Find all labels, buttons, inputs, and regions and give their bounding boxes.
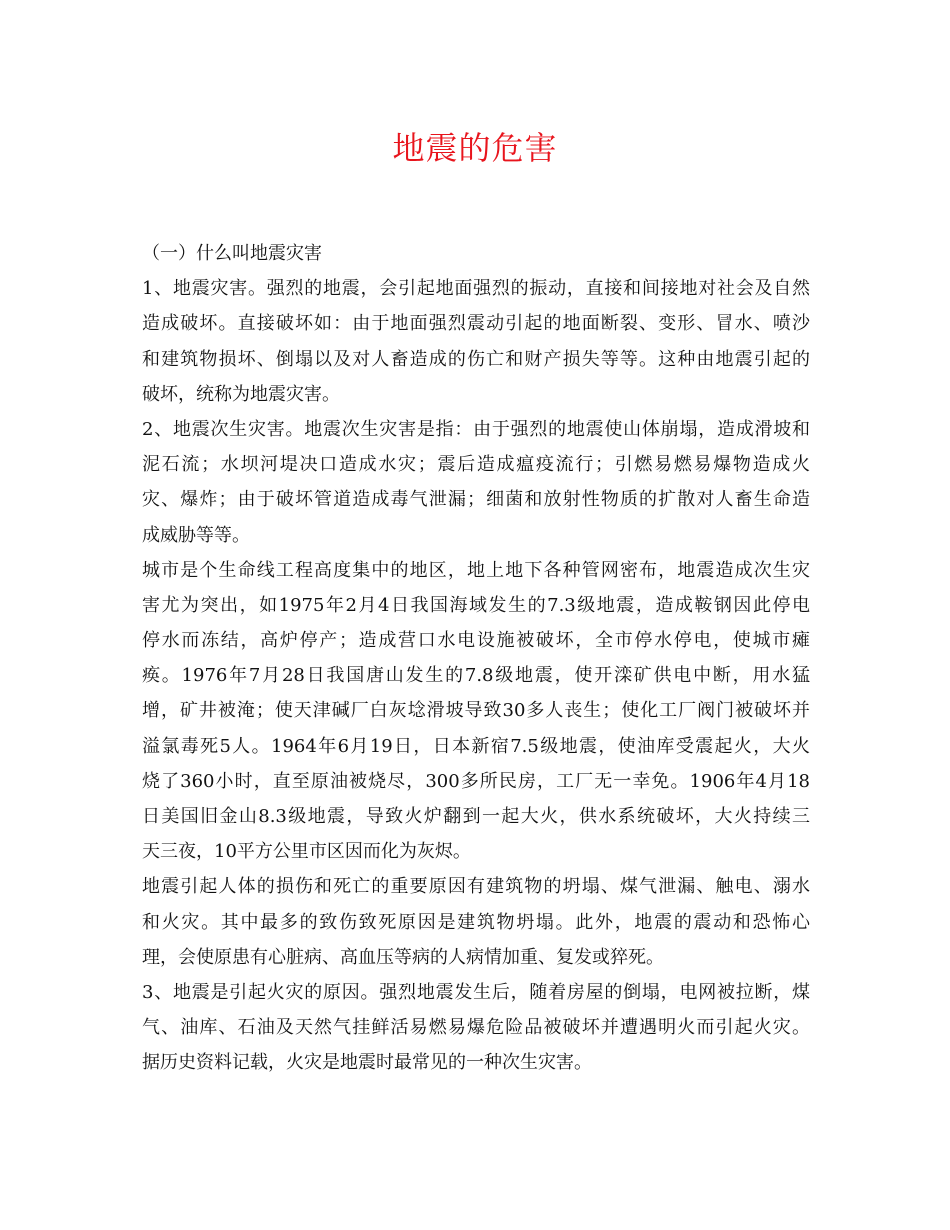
text-line: 破坏，统称为地震灾害。 xyxy=(142,383,340,405)
text-line: 城市是个生命线工程高度集中的地区，地上地下各种管网密布，地震造成次生灾 xyxy=(142,559,810,581)
text-line: 造成破坏。直接破坏如：由于地面强烈震动引起的地面断裂、变形、冒水、喷沙 xyxy=(142,313,810,335)
document-title: 地震的危害 xyxy=(392,129,558,167)
text-line: 增，矿井被淹；使天津碱厂白灰埝滑坡导致30多人丧生；使化工厂阀门被破坏并 xyxy=(142,700,810,722)
text-line: 烧了360小时，直至原油被烧尽，300多所民房，工厂无一幸免。1906年4月18 xyxy=(142,770,810,792)
text-line: 和火灾。其中最多的致伤致死原因是建筑物坍塌。此外，地震的震动和恐怖心 xyxy=(142,911,810,933)
text-line: 日美国旧金山8.3级地震，导致火炉翻到一起大火，供水系统破坏，大火持续三 xyxy=(142,806,810,827)
text-line: 据历史资料记载，火灾是地震时最常见的一种次生灾害。 xyxy=(142,1052,592,1074)
text-line: 溢氯毒死5人。1964年6月19日，日本新宿7.5级地震，使油库受震起火，大火 xyxy=(142,735,810,757)
text-line: 停水而冻结，高炉停产；造成营口水电设施被破坏，全市停水停电，使城市瘫 xyxy=(142,630,810,652)
text-line: 泥石流；水坝河堤决口造成水灾；震后造成瘟疫流行；引燃易燃易爆物造成火 xyxy=(142,454,810,476)
text-line: 理，会使原患有心脏病、高血压等病的人病情加重、复发或猝死。 xyxy=(142,946,664,968)
document-body xyxy=(142,236,810,1081)
text-line: 1、地震灾害。强烈的地震，会引起地面强烈的振动，直接和间接地对社会及自然 xyxy=(142,278,810,300)
text-line: 天三夜，10平方公里市区因而化为灰烬。 xyxy=(142,841,471,863)
text-line: 灾、爆炸；由于破坏管道造成毒气泄漏；细菌和放射性物质的扩散对人畜生命造 xyxy=(142,489,810,511)
text-line: 痪。1976年7月28日我国唐山发生的7.8级地震，使开滦矿供电中断，用水猛 xyxy=(142,665,810,687)
text-line: 气、油库、石油及天然气挂鲜活易燃易爆危险品被破坏并遭遇明火而引起火灾。 xyxy=(142,1017,810,1039)
section-heading: （一）什么叫地震灾害 xyxy=(142,243,322,264)
text-line: 害尤为突出，如1975年2月4日我国海域发生的7.3级地震，造成鞍钢因此停电 xyxy=(142,594,810,616)
text-line: 和建筑物损坏、倒塌以及对人畜造成的伤亡和财产损失等等。这种由地震引起的 xyxy=(142,348,810,370)
text-line: 成威胁等等。 xyxy=(142,524,250,546)
text-line: 2、地震次生灾害。地震次生灾害是指：由于强烈的地震使山体崩塌，造成滑坡和 xyxy=(142,418,810,440)
text-line: 地震引起人体的损伤和死亡的重要原因有建筑物的坍塌、煤气泄漏、触电、溺水 xyxy=(142,876,810,898)
text-line: 3、地震是引起火灾的原因。强烈地震发生后，随着房屋的倒塌，电网被拉断，煤 xyxy=(142,981,810,1003)
